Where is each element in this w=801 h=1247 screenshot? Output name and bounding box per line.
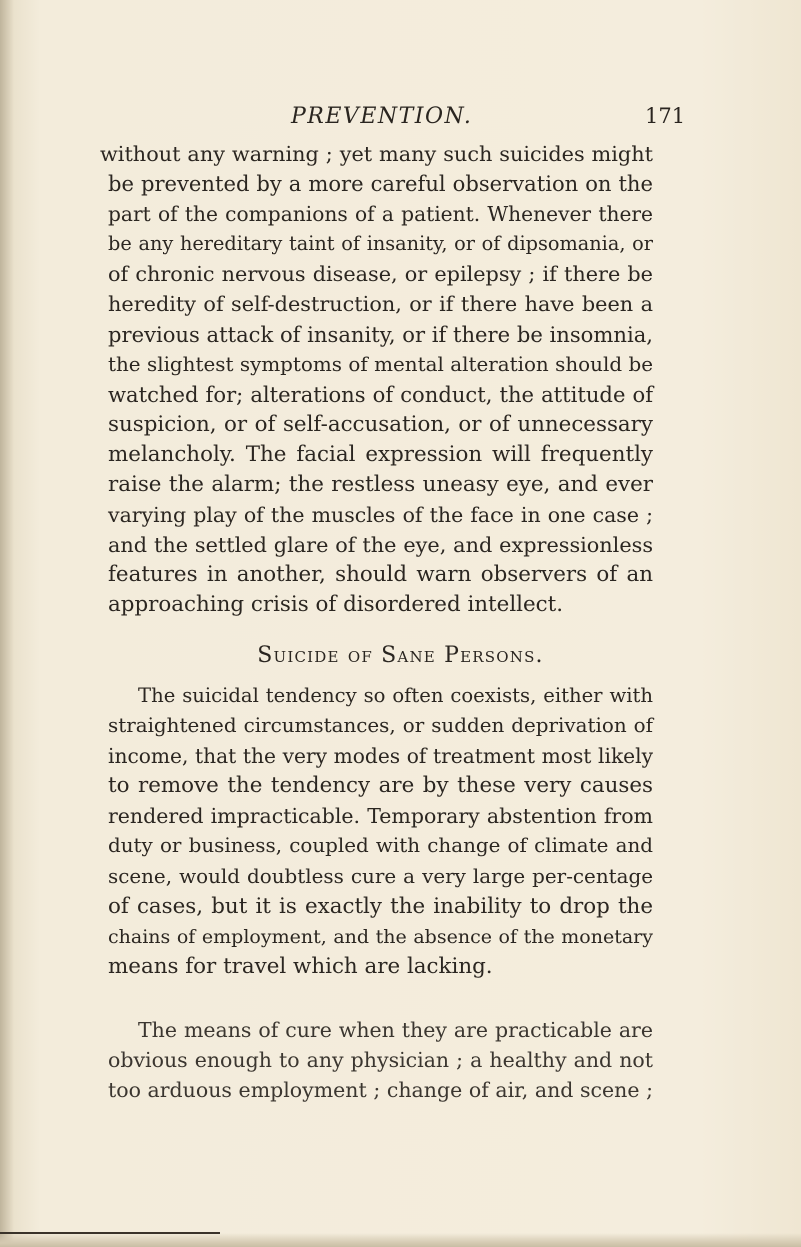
- page-bottom-rule: [0, 1232, 220, 1234]
- text-line: chains of employment, and the absence of the monetary: [108, 925, 653, 948]
- text-line: melancholy. The facial expression will frequently: [108, 441, 653, 467]
- text-line: rendered impracticable. Temporary abstention from: [108, 804, 653, 829]
- text-line: too arduous employment ; change of air, and scene ;: [108, 1078, 653, 1103]
- text-line: be any hereditary taint of insanity, or of dipsomania, or: [108, 232, 653, 256]
- running-head: [0, 104, 801, 136]
- paragraph-2: [108, 681, 653, 982]
- page-number: 171: [645, 104, 686, 128]
- text-line: be prevented by a more careful observation on the: [108, 171, 653, 197]
- text-line: suspicion, or of self-accusation, or of unnecessary: [108, 411, 653, 437]
- text-line: previous attack of insanity, or if there be insomnia,: [108, 321, 653, 347]
- text-line: watched for; alterations of conduct, the attitude of: [108, 381, 653, 407]
- text-line: straightened circumstances, or sudden deprivation of: [108, 714, 653, 738]
- page-bottom-edge: [0, 1233, 801, 1247]
- text-line: the slightest symptoms of mental alteration should be: [108, 352, 653, 376]
- text-line: scene, would doubtless cure a very large per-centage: [108, 864, 653, 888]
- running-head-title: PREVENTION.: [291, 104, 473, 129]
- section-heading: Suicide of Sane Persons.: [257, 643, 544, 668]
- text-line: income, that the very modes of treatment most likely: [108, 744, 653, 769]
- text-line: heredity of self-destruction, or if there have been a: [108, 292, 653, 317]
- text-line: raise the alarm; the restless uneasy eye, and ever: [108, 472, 653, 498]
- paragraph-1: [100, 139, 653, 621]
- text-line: obvious enough to any physician ; a healthy and not: [108, 1048, 653, 1073]
- text-line: of cases, but it is exactly the inability to drop the: [108, 893, 653, 919]
- text-line: approaching crisis of disordered intellect.: [108, 592, 564, 618]
- page-binding-edge: [0, 0, 14, 1247]
- text-line: part of the companions of a patient. Whenever there: [108, 202, 653, 227]
- text-line: and the settled glare of the eye, and expressionless: [108, 533, 653, 558]
- text-line: without any warning ; yet many such suicides might: [100, 142, 653, 166]
- text-line: to remove the tendency are by these very causes: [108, 773, 653, 799]
- text-line: duty or business, coupled with change of climate and: [108, 834, 653, 858]
- text-line: features in another, should warn observers of an: [108, 562, 653, 588]
- text-line: The suicidal tendency so often coexists, either with: [138, 684, 653, 707]
- text-line: The means of cure when they are practicable are: [138, 1018, 653, 1042]
- text-line: means for travel which are lacking.: [108, 953, 493, 979]
- text-line: varying play of the muscles of the face in one case ;: [108, 503, 653, 528]
- paragraph-3: [108, 1015, 653, 1105]
- text-line: of chronic nervous disease, or epilepsy ; if there be: [108, 262, 653, 287]
